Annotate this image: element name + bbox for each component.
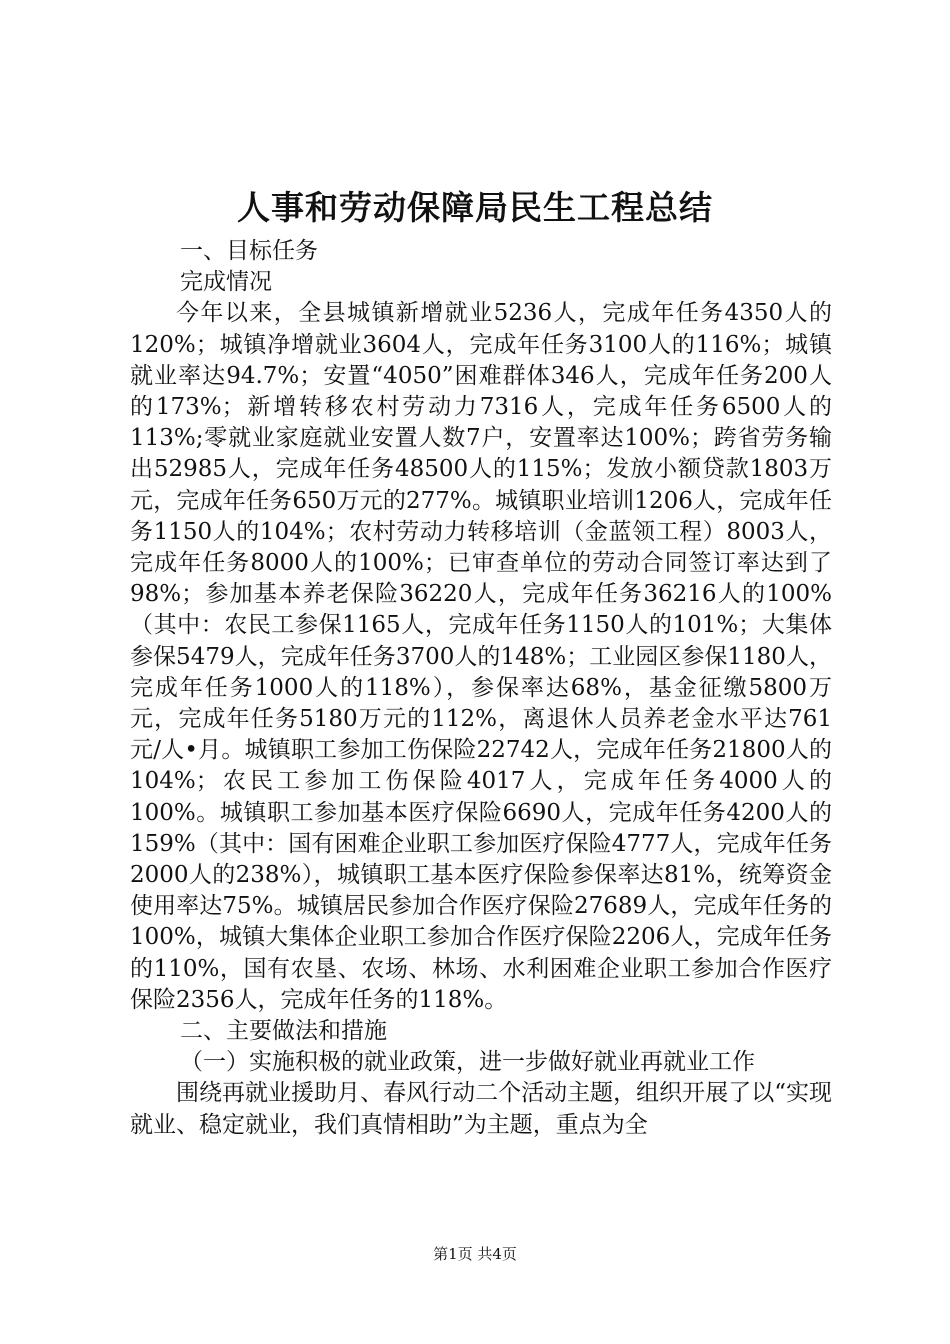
document-title: 人事和劳动保障局民生工程总结 (237, 188, 713, 227)
section-heading-targets: 一、目标任务 (180, 238, 318, 264)
paragraph-employment-activities: 围绕再就业援助月、春风行动二个活动主题，组织开展了以“实现就业、稳定就业，我们真情相助”为主题，重点为全 (130, 1080, 832, 1138)
subheading-employment-policy: （一）实施积极的就业政策，进一步做好就业再就业工作 (180, 1049, 755, 1076)
subheading-completion: 完成情况 (180, 269, 272, 296)
section-heading-measures: 二、主要做法和措施 (180, 1018, 387, 1045)
page-number-footer: 第1页 共4页 (433, 1245, 517, 1263)
document-body (130, 236, 832, 1141)
paragraph-completion-stats: 今年以来，全县城镇新增就业5236人，完成年任务4350人的120%；城镇净增就业3604人，完成年任务3100人的116%；城镇就业率达94.7%；安置“4050”困难群体346人，完成年任务200人的173%；新增转移农村劳动力7316人，完成年任务6500人的113%;零就业家庭就业安置人数7户，安置率达100%；跨省劳务输出52985人，完成年任务48500人的115%；发放小额贷款1803万元，完成年任务650万元的277%。城镇职业培训1206人，完成年任务1150人的104%；农村劳动力转移培训（金蓝领工程）8003人，完成年任务8000人的100%；已审查单位的劳动合同签订率达到了98%；参加基本养老保险36220人，完成年任务36216人的100%（其中：农民工参保1165人，完成年任务1150人的101%；大集体参保5479人，完成年任务3700人的148%；工业园区参保1180人，完成年任务1000人的118%），参保率达68%，基金征缴5800万元，完成年任务5180万元的112%，离退休人员养老金水平达761元/人•月。城镇职工参加工伤保险22742人，完成年任务21800人的104%；农民工参加工伤保险4017人，完成年任务4000人的100%。城镇职工参加基本医疗保险6690人，完成年任务4200人的159%（其中：国有困难企业职工参加医疗保险4777人，完成年任务2000人的238%），城镇职工基本医疗保险参保率达81%，统筹资金使用率达75%。城镇居民参加合作医疗保险27689人，完成年任务的100%，城镇大集体企业职工参加合作医疗保险2206人，完成年任务的110%，国有农垦、农场、林场、水利困难企业职工参加合作医疗保险2356人，完成年任务的118%。 (130, 300, 832, 1013)
